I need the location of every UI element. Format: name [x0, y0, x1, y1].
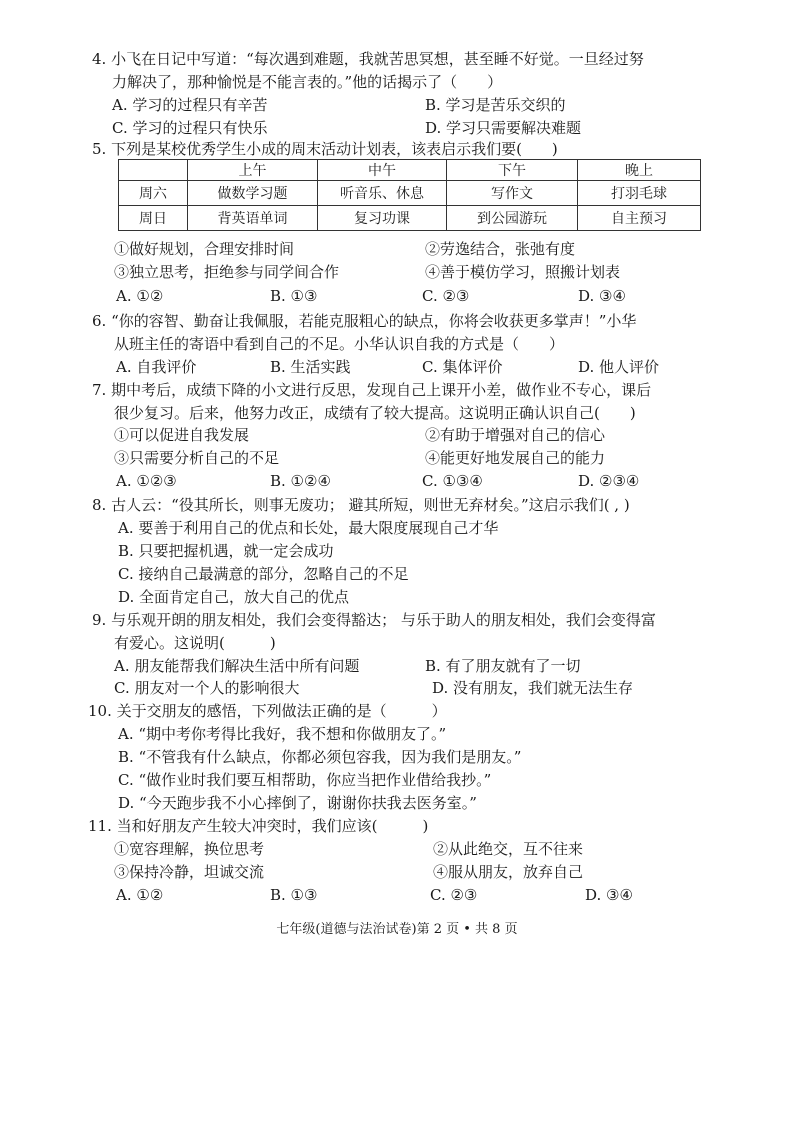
q10-stem-line1: 10. 关于交朋友的感悟，下列做法正确的是（ ） — [88, 702, 447, 720]
q6-option-c: C. 集体评价 — [422, 358, 503, 376]
q7-option-b: B. ①②④ — [270, 472, 331, 490]
q4-option-a: A. 学习的过程只有辛苦 — [112, 96, 268, 114]
q11-option-b: B. ①③ — [270, 886, 318, 904]
q7-option-c: C. ①③④ — [422, 472, 483, 490]
q11-statement-1: ①宽容理解，换位思考 — [114, 840, 265, 858]
q9-option-d: D. 没有朋友，我们就无法生存 — [432, 679, 634, 697]
q5-option-a: A. ①② — [116, 287, 164, 305]
q5-option-b: B. ①③ — [270, 287, 318, 305]
q5-statement-4: ④善于模仿学习，照搬计划表 — [425, 263, 621, 281]
q7-stem-line2: 很少复习。后来，他努力改正，成绩有了较大提高。这说明正确认识自己( ) — [114, 404, 636, 422]
q6-stem-line2: 从班主任的寄语中看到自己的不足。小华认识自我的方式是（ ） — [114, 335, 565, 353]
q5-option-d: D. ③④ — [578, 287, 626, 305]
table-cell: 写作文 — [447, 181, 578, 206]
q10-option-a: A. “期中考你考得比我好，我不想和你做朋友了。” — [118, 725, 447, 743]
q11-statement-2: ②从此绝交，互不往来 — [433, 840, 584, 858]
q7-statement-2: ②有助于增强对自己的信心 — [425, 426, 606, 444]
q9-option-b: B. 有了朋友就有了一切 — [425, 657, 581, 675]
q7-statement-1: ①可以促进自我发展 — [114, 426, 250, 444]
table-header-cell — [119, 160, 188, 181]
q7-option-a: A. ①②③ — [116, 472, 177, 490]
q6-option-a: A. 自我评价 — [116, 358, 197, 376]
q8-option-d: D. 全面肯定自己，放大自己的优点 — [118, 588, 350, 606]
table-header-cell: 中午 — [318, 160, 447, 181]
q9-stem-line2: 有爱心。这说明( ) — [114, 634, 276, 652]
q4-option-c: C. 学习的过程只有快乐 — [112, 119, 268, 137]
q4-stem-line1: 4. 小飞在日记中写道：“每次遇到难题，我就苦思冥想，甚至睡不好觉。一旦经过努 — [92, 50, 644, 68]
q11-statement-4: ④服从朋友，放弃自己 — [433, 863, 584, 881]
q5-stem-line1: 5. 下列是某校优秀学生小成的周末活动计划表，该表启示我们要( ) — [92, 140, 558, 158]
table-cell: 自主预习 — [578, 206, 701, 231]
q7-stem-line1: 7. 期中考后，成绩下降的小文进行反思，发现自己上课开小差，做作业不专心，课后 — [92, 381, 652, 399]
q8-option-a: A. 要善于利用自己的优点和长处，最大限度展现自己才华 — [118, 519, 499, 537]
q6-option-b: B. 生活实践 — [270, 358, 351, 376]
q11-option-c: C. ②③ — [430, 886, 478, 904]
q6-option-d: D. 他人评价 — [578, 358, 660, 376]
table-header-cell: 晚上 — [578, 160, 701, 181]
table-header-cell: 下午 — [447, 160, 578, 181]
table-cell: 背英语单词 — [188, 206, 318, 231]
q6-stem-line1: 6. “你的容智、勤奋让我佩服，若能克服粗心的缺点，你将会收获更多掌声！”小华 — [92, 312, 637, 330]
q7-option-d: D. ②③④ — [578, 472, 640, 490]
q9-option-a: A. 朋友能帮我们解决生活中所有问题 — [114, 657, 360, 675]
q11-option-a: A. ①② — [116, 886, 164, 904]
table-cell: 周六 — [119, 181, 188, 206]
q8-option-c: C. 接纳自己最满意的部分，忽略自己的不足 — [118, 565, 409, 583]
q8-stem-line1: 8. 古人云：“役其所长，则事无废功； 避其所短，则世无弃材矣。”这启示我们( , ) — [92, 496, 630, 514]
q10-option-b: B. “不管我有什么缺点，你都必须包容我，因为我们是朋友。” — [118, 748, 522, 766]
table-cell: 做数学习题 — [188, 181, 318, 206]
table-cell: 听音乐、休息 — [318, 181, 447, 206]
q7-statement-4: ④能更好地发展自己的能力 — [425, 449, 606, 467]
page-footer: 七年级(道德与法治试卷)第 2 页 • 共 8 页 — [276, 922, 518, 937]
table-cell: 复习功课 — [318, 206, 447, 231]
table-row — [119, 181, 701, 206]
table-row — [119, 206, 701, 231]
q10-option-d: D. “今天跑步我不小心摔倒了，谢谢你扶我去医务室。” — [118, 794, 477, 812]
q9-stem-line1: 9. 与乐观开朗的朋友相处，我们会变得豁达； 与乐于助人的朋友相处，我们会变得富 — [92, 611, 656, 629]
q11-option-d: D. ③④ — [585, 886, 633, 904]
q11-statement-3: ③保持冷静，坦诚交流 — [114, 863, 265, 881]
q9-option-c: C. 朋友对一个人的影响很大 — [114, 679, 300, 697]
q10-option-c: C. “做作业时我们要互相帮助，你应当把作业借给我抄。” — [118, 771, 492, 789]
table-header-row — [119, 160, 701, 181]
q7-statement-3: ③只需要分析自己的不足 — [114, 449, 280, 467]
q11-stem-line1: 11. 当和好朋友产生较大冲突时，我们应该( ) — [88, 817, 429, 835]
table-cell: 打羽毛球 — [578, 181, 701, 206]
weekend-plan-table — [118, 159, 701, 231]
q5-statement-1: ①做好规划，合理安排时间 — [114, 240, 295, 258]
q8-option-b: B. 只要把握机遇，就一定会成功 — [118, 542, 334, 560]
table-header-cell: 上午 — [188, 160, 318, 181]
q4-option-b: B. 学习是苦乐交织的 — [425, 96, 566, 114]
table-cell: 到公园游玩 — [447, 206, 578, 231]
table-cell: 周日 — [119, 206, 188, 231]
q5-statement-2: ②劳逸结合，张弛有度 — [425, 240, 576, 258]
q5-statement-3: ③独立思考，拒绝参与同学间合作 — [114, 263, 340, 281]
q5-option-c: C. ②③ — [422, 287, 470, 305]
q4-option-d: D. 学习只需要解决难题 — [425, 119, 582, 137]
q4-stem-line2: 力解决了，那种愉悦是不能言表的。”他的话揭示了（ ） — [112, 73, 503, 91]
